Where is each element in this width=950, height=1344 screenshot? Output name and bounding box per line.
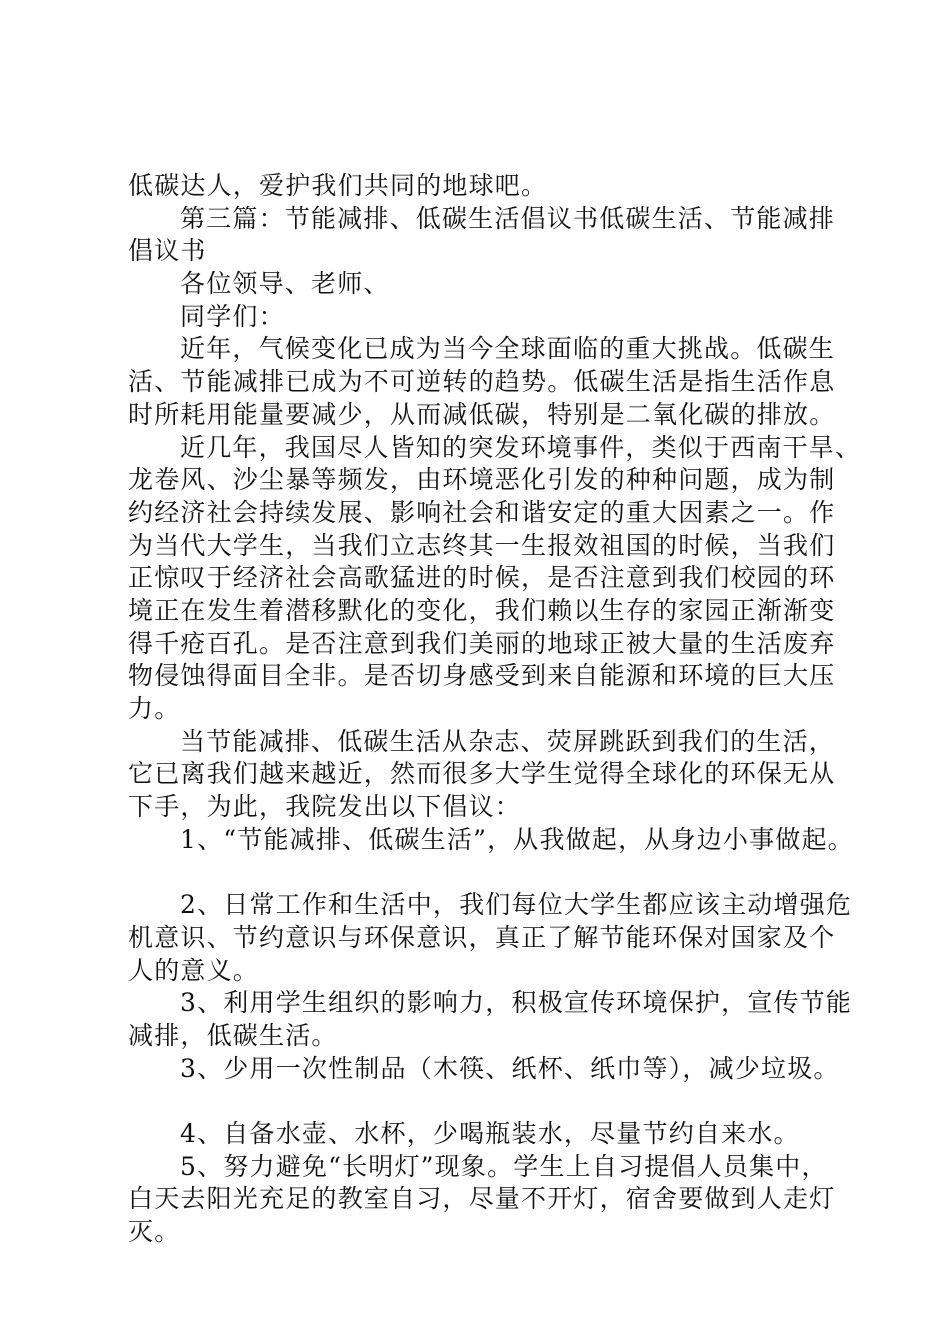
text-line: 得千疮百孔。是否注意到我们美丽的地球正被大量的生活废弃 [128, 628, 836, 658]
text-line: 5、努力避免“长明灯”现象。学生上自习提倡人员集中， [180, 1151, 828, 1181]
text-line: 人的意义。 [128, 955, 260, 985]
text-line: 4、自备水壶、水杯，少喝瓶装水，尽量节约自来水。 [180, 1118, 800, 1148]
document-body [128, 170, 862, 1249]
text-line: 活、节能减排已成为不可逆转的趋势。低碳生活是指生活作息 [128, 367, 836, 397]
text-line: 近年，气候变化已成为当今全球面临的重大挑战。低碳生 [180, 334, 836, 364]
text-line: 机意识、节约意识与环保意识，真正了解节能环保对国家及个 [128, 922, 836, 952]
text-line: 3、少用一次性制品（木筷、纸杯、纸巾等），减少垃圾。 [180, 1053, 840, 1083]
blank-line [128, 1085, 833, 1118]
text-line: 3、利用学生组织的影响力，积极宣传环境保护，宣传节能 [180, 988, 853, 1018]
text-line: 第三篇：节能减排、低碳生活倡议书低碳生活、节能减排 [180, 203, 836, 233]
text-line: 同学们： [180, 301, 285, 331]
text-line: 1、“节能减排、低碳生活”，从我做起，从身边小事做起。 [180, 824, 854, 854]
text-line: 约经济社会持续发展、影响社会和谐安定的重大因素之一。作 [128, 497, 836, 527]
text-line: 境正在发生着潜移默化的变化，我们赖以生存的家园正渐渐变 [128, 595, 836, 625]
text-line: 它已离我们越来越近，然而很多大学生觉得全球化的环保无从 [128, 759, 836, 789]
text-line: 倡议书 [128, 236, 207, 266]
text-line: 龙卷风、沙尘暴等频发，由环境恶化引发的种种问题，成为制 [128, 465, 836, 495]
blank-line [128, 856, 833, 889]
text-line: 各位领导、老师、 [180, 269, 390, 299]
text-line: 灭。 [128, 1217, 181, 1246]
text-line: 为当代大学生，当我们立志终其一生报效祖国的时候，当我们 [128, 530, 836, 560]
text-line: 物侵蚀得面目全非。是否切身感受到来自能源和环境的巨大压 [128, 661, 836, 691]
text-line: 近几年，我国尽人皆知的突发环境事件，类似于西南干旱、 [180, 432, 862, 462]
text-line: 白天去阳光充足的教室自习，尽量不开灯，宿舍要做到人走灯 [128, 1184, 836, 1214]
text-line: 当节能减排、低碳生活从杂志、荧屏跳跃到我们的生活， [180, 726, 836, 756]
text-line: 低碳达人，爱护我们共同的地球吧。 [128, 171, 548, 200]
text-line: 时所耗用能量要减少，从而减低碳，特别是二氧化碳的排放。 [128, 399, 836, 429]
text-line: 正惊叹于经济社会高歌猛进的时候，是否注意到我们校园的环 [128, 563, 836, 593]
text-line: 减排，低碳生活。 [128, 1020, 338, 1050]
text-line: 下手，为此，我院发出以下倡议： [128, 792, 522, 822]
text-line: 力。 [128, 694, 181, 723]
text-line: 2、日常工作和生活中，我们每位大学生都应该主动增强危 [180, 890, 853, 920]
